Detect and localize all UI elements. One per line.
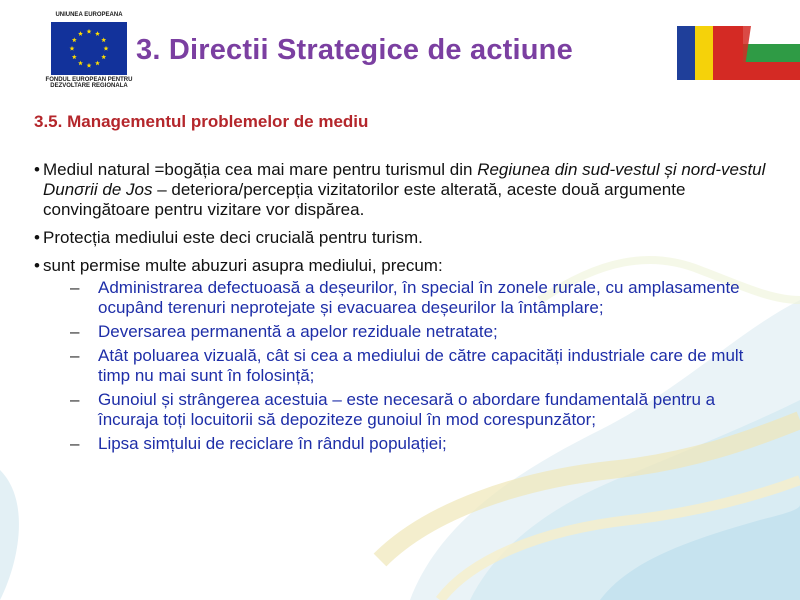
- dash-marker: –: [70, 322, 80, 341]
- eu-logo-bottom-caption-1: FONDUL EUROPEAN PENTRU: [45, 77, 133, 83]
- list-item: [64, 434, 774, 454]
- dash-marker: –: [70, 390, 80, 409]
- dash-marker: –: [70, 278, 80, 297]
- bullet-2: [34, 228, 774, 248]
- section-heading: 3.5. Managementul problemelor de mediu: [34, 112, 369, 131]
- bullet-1-text-before: Mediul natural =bogăția cea mai mare pentru turismul din: [43, 160, 478, 179]
- list-item-text: Gunoiul și strângerea acestuia – este necesară o abordare fundamentală pentru a încuraja toți locuitorii să depoziteze gunoiul în mod corespunzător;: [98, 390, 716, 429]
- page-title: 3. Directii Strategice de actiune: [136, 34, 573, 66]
- eu-logo-top-caption: UNIUNEA EUROPEANA: [55, 12, 123, 18]
- bullet-marker: •: [34, 256, 40, 275]
- list-item-text: Deversarea permanentă a apelor reziduale netratate;: [98, 322, 498, 341]
- list-item-text: Atât poluarea vizuală, cât si cea a mediului de către capacități industriale care de mult timp nu mai sunt în folosință;: [98, 346, 744, 385]
- bullet-3: [34, 256, 774, 276]
- eu-logo-bottom-caption-2: DEZVOLTARE REGIONALA: [50, 83, 128, 89]
- bullet-marker: •: [34, 228, 40, 247]
- dash-marker: –: [70, 346, 80, 365]
- bullet-1: [34, 160, 774, 220]
- dash-marker: –: [70, 434, 80, 453]
- list-item: [64, 346, 774, 386]
- bullet-marker: •: [34, 160, 40, 179]
- bullet-2-text: Protecția mediului este deci crucială pentru turism.: [43, 228, 423, 247]
- eu-flag-icon: [51, 22, 127, 75]
- bullet-3-text: sunt permise multe abuzuri asupra mediului, precum:: [43, 256, 443, 275]
- ro-bg-flags-icon: [677, 26, 800, 80]
- eu-logo: [44, 12, 134, 96]
- bullet-1-text-after: – deteriora/percepția vizitatorilor este alterată, aceste două argumente convingătoare pentru vizitare vor dispărea.: [43, 180, 686, 219]
- list-item-text: Lipsa simțului de reciclare în rândul populației;: [98, 434, 447, 453]
- list-item-text: Administrarea defectuoasă a deșeurilor, în special în zonele rurale, cu amplasamente ocupând terenuri neprotejate și evacuarea deșeurilor la întâmplare;: [98, 278, 740, 317]
- list-item: [64, 390, 774, 430]
- list-item: [64, 278, 774, 318]
- sub-list: [64, 278, 774, 454]
- bullet-1-italic: Regiunea din sud-vestul și nord-vestul Dunσrii de Jos: [43, 160, 766, 199]
- list-item: [64, 322, 774, 342]
- content-body: [34, 160, 774, 458]
